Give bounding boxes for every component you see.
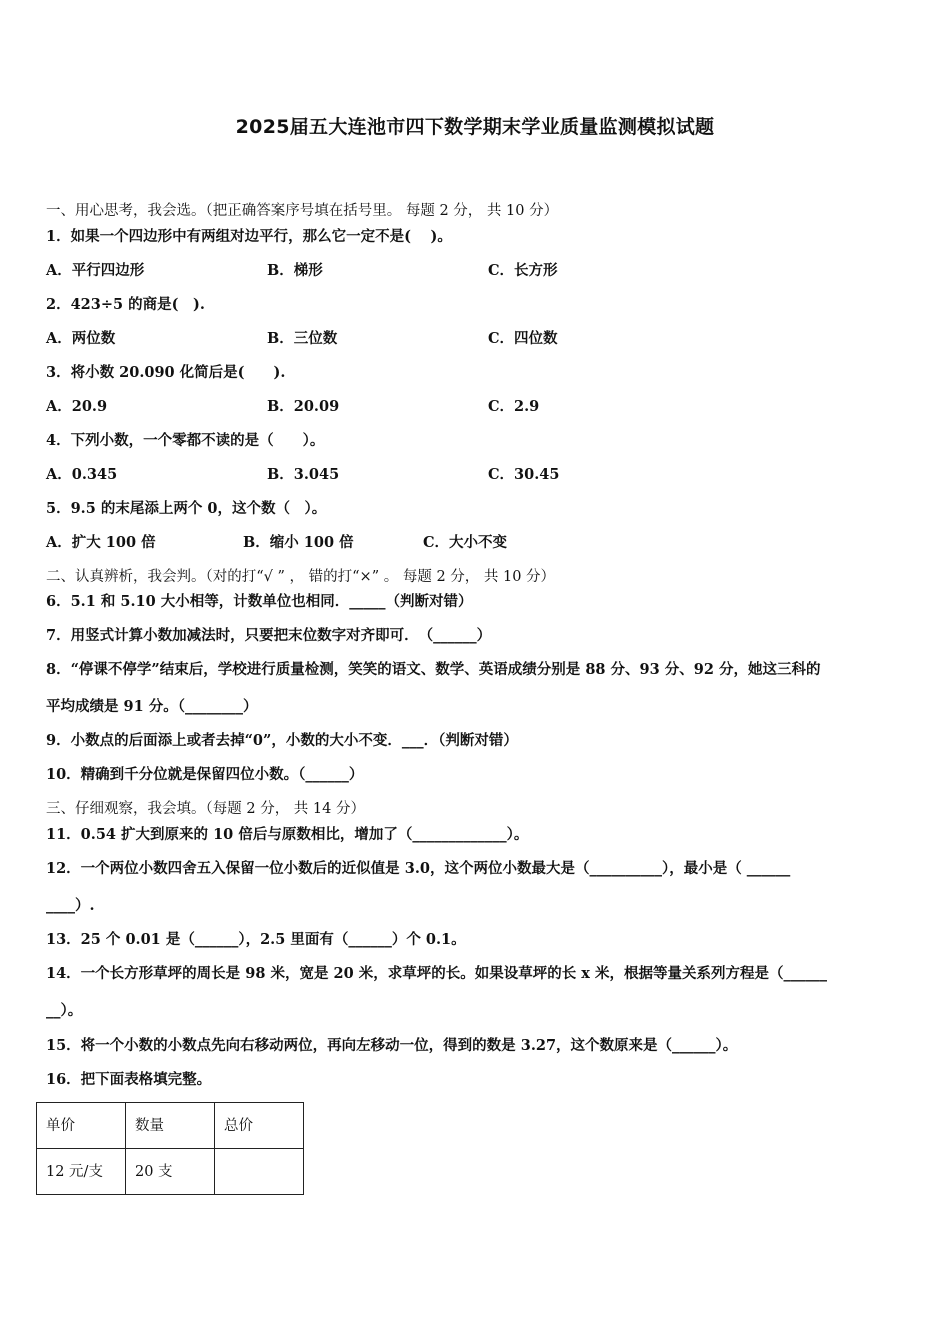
- question-7: 7．用竖式计算小数加减法时，只要把末位数字对齐即可． （______）: [46, 627, 492, 644]
- q5-option-a: A．扩大 100 倍: [46, 534, 156, 551]
- section2-header: 二、认真辨析，我会判。（对的打“√ ” ， 错的打“×” 。 每题 2 分， 共 10 分）: [46, 569, 556, 585]
- q3-option-a: A．20.9: [46, 398, 108, 415]
- q1-option-c: C．长方形: [488, 262, 558, 279]
- cell-quantity: 20 支: [135, 1164, 173, 1180]
- table-cell: [126, 1149, 215, 1195]
- q1-option-b: B．梯形: [267, 262, 323, 279]
- question-8-line1: 8．“停课不停学”结束后，学校进行质量检测，笑笑的语文、数学、英语成绩分别是 88 分、93 分、92 分，她这三科的: [46, 661, 821, 678]
- table-header-cell: [37, 1103, 126, 1149]
- q5-option-c: C．大小不变: [423, 534, 508, 551]
- table-header-row: [37, 1103, 304, 1149]
- q3-option-b: B．20.09: [267, 398, 340, 415]
- header-unit-price: 单价: [46, 1118, 75, 1134]
- q4-option-b: B．3.045: [267, 466, 340, 483]
- q2-option-c: C．四位数: [488, 330, 558, 347]
- q1-option-a: A．平行四边形: [46, 262, 145, 279]
- question-12-line2: ____）.: [46, 897, 95, 914]
- table-cell-blank: [215, 1149, 304, 1195]
- q2-option-a: A．两位数: [46, 330, 116, 347]
- cell-unit-price: 12 元/支: [46, 1164, 103, 1180]
- header-quantity: 数量: [135, 1118, 164, 1134]
- header-total: 总价: [224, 1118, 253, 1134]
- table-header-cell: [215, 1103, 304, 1149]
- page-title: 2025届五大连池市四下数学期末学业质量监测模拟试题: [235, 116, 715, 138]
- table-cell: [37, 1149, 126, 1195]
- question-2: 2．423÷5 的商是( ).: [46, 296, 205, 313]
- question-10: 10．精确到千分位就是保留四位小数。（______）: [46, 766, 364, 783]
- question-3: 3．将小数 20.090 化简后是( ).: [46, 364, 286, 381]
- question-6: 6．5.1 和 5.10 大小相等，计数单位也相同．_____（判断对错）: [46, 593, 473, 610]
- table-row: [37, 1149, 304, 1195]
- question-13: 13．25 个 0.01 是（______），2.5 里面有（______）个 0.1。: [46, 931, 466, 948]
- section3-header: 三、仔细观察，我会填。（每题 2 分， 共 14 分）: [46, 801, 365, 817]
- question-14-line1: 14．一个长方形草坪的周长是 98 米，宽是 20 米，求草坪的长。如果设草坪的长 x 米，根据等量关系列方程是（______: [46, 965, 827, 982]
- question-5: 5．9.5 的末尾添上两个 0，这个数（ ）。: [46, 500, 327, 517]
- question-16: 16．把下面表格填完整。: [46, 1071, 212, 1088]
- price-table: [36, 1102, 304, 1195]
- question-15: 15．将一个小数的小数点先向右移动两位，再向左移动一位，得到的数是 3.27，这个数原来是（______）。: [46, 1037, 738, 1054]
- table-header-cell: [126, 1103, 215, 1149]
- q4-option-a: A．0.345: [46, 466, 118, 483]
- question-1: 1．如果一个四边形中有两组对边平行，那么它一定不是( )。: [46, 228, 452, 245]
- question-11: 11．0.54 扩大到原来的 10 倍后与原数相比，增加了（_____________）。: [46, 826, 529, 843]
- question-14-line2: __）。: [46, 1002, 83, 1019]
- question-4: 4．下列小数，一个零都不读的是（ ）。: [46, 432, 325, 449]
- question-9: 9．小数点的后面添上或者去掉“0”，小数的大小不变．___．（判断对错）: [46, 732, 518, 749]
- question-8-line2: 平均成绩是 91 分。（________）: [46, 698, 258, 715]
- q2-option-b: B．三位数: [267, 330, 338, 347]
- question-12-line1: 12．一个两位小数四舍五入保留一位小数后的近似值是 3.0，这个两位小数最大是（__________），最小是（ ______: [46, 860, 791, 877]
- section1-header: 一、用心思考，我会选。（把正确答案序号填在括号里。 每题 2 分， 共 10 分）: [46, 203, 559, 219]
- q4-option-c: C．30.45: [488, 466, 560, 483]
- q5-option-b: B．缩小 100 倍: [243, 534, 354, 551]
- q3-option-c: C．2.9: [488, 398, 540, 415]
